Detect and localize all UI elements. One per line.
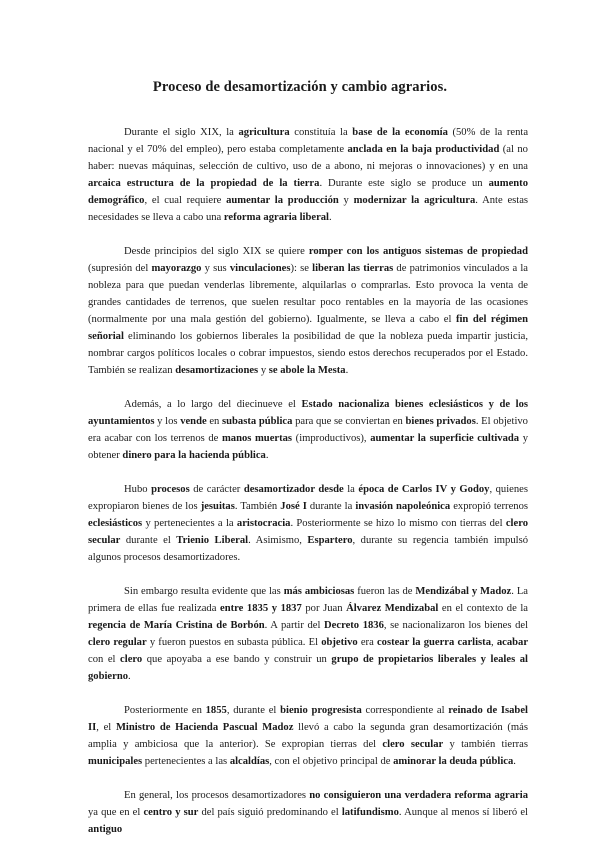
paragraph xyxy=(88,396,528,464)
text-run: (supresión del xyxy=(88,263,152,274)
text-run: , xyxy=(491,637,497,648)
bold-text: regencia de María Cristina de Borbón xyxy=(88,620,265,631)
bold-text: arcaica estructura de la propiedad de la tierra xyxy=(88,178,320,189)
text-run: era xyxy=(357,637,377,648)
text-run: . La primera de ellas fue realizada xyxy=(88,586,528,614)
text-run: y sus xyxy=(201,263,230,274)
text-run: , el cual requiere xyxy=(144,195,227,206)
text-run: constituía la xyxy=(289,127,353,138)
text-run: y pertenecientes a la xyxy=(142,518,237,529)
bold-text: latifundismo xyxy=(341,807,399,818)
bold-text: aminorar la deuda pública xyxy=(393,756,514,767)
bold-text: aristocracia xyxy=(236,518,291,529)
bold-text: Decreto 1836 xyxy=(324,620,384,631)
bold-text: bienio progresista xyxy=(280,705,362,716)
bold-text: Mendizábal y Madoz xyxy=(415,586,512,597)
bold-text: reinado de Isabel II xyxy=(88,705,528,733)
text-run: (50% de la renta nacional y el 70% del empleo), pero estaba completamente xyxy=(88,127,529,155)
bold-text: desamortizador desde xyxy=(243,484,344,495)
bold-text: clero xyxy=(120,654,143,665)
text-run: . El objetivo era acabar con los terrenos de xyxy=(88,416,528,444)
text-run: , durante su regencia también impulsó algunos procesos desamortizadores. xyxy=(88,535,528,563)
bold-text: invasión napoleónica xyxy=(355,501,451,512)
text-run: . Durante este siglo se produce un xyxy=(319,178,489,189)
bold-text: costear la guerra carlista xyxy=(376,637,491,648)
bold-text: José I xyxy=(280,501,307,512)
text-run: . Ante estas necesidades se lleva a cabo una xyxy=(88,195,529,223)
text-run: . También xyxy=(234,501,281,512)
paragraph xyxy=(88,583,528,685)
paragraph xyxy=(88,481,528,566)
text-run: , se nacionalizaron los bienes del xyxy=(383,620,529,631)
bold-text: manos muertas xyxy=(221,433,293,444)
bold-text: jesuitas xyxy=(200,501,235,512)
text-run: y xyxy=(258,365,269,376)
bold-text: clero secular xyxy=(88,518,528,546)
text-run: En general, los procesos desamortizadores xyxy=(124,790,310,801)
bold-text: acabar xyxy=(496,637,529,648)
text-run: , quienes expropiaron bienes de los xyxy=(88,484,528,512)
bold-text: Ministro de Hacienda Pascual Madoz xyxy=(115,722,294,733)
bold-text: anclada en la baja productividad xyxy=(347,144,500,155)
text-run: en xyxy=(206,416,223,427)
bold-text: municipales xyxy=(88,756,143,767)
paragraph xyxy=(88,243,528,379)
document-body xyxy=(88,124,528,855)
text-run: , con el objetivo principal de xyxy=(269,756,394,767)
bold-text: fin del régimen señorial xyxy=(88,314,528,342)
bold-text: mayorazgo xyxy=(151,263,202,274)
text-run: . xyxy=(128,671,131,682)
text-run: Durante el siglo XIX, la xyxy=(124,127,239,138)
text-run: ): se xyxy=(290,263,313,274)
bold-text: vinculaciones xyxy=(229,263,291,274)
bold-text: no consiguieron una verdadera reforma agraria xyxy=(309,790,528,801)
bold-text: aumentar la producción xyxy=(226,195,339,206)
bold-text: Álvarez Mendizabal xyxy=(346,603,439,614)
text-run: . Aunque al menos sí liberó el xyxy=(398,807,528,818)
text-run: y obtener xyxy=(88,433,528,461)
text-run: y xyxy=(338,195,354,206)
text-run: Además, a lo largo del diecinueve el xyxy=(124,399,302,410)
text-run: que apoyaba a ese bando y construir un xyxy=(142,654,332,665)
text-run: (improductivos), xyxy=(292,433,371,444)
bold-text: objetivo xyxy=(321,637,358,648)
text-run: Hubo xyxy=(124,484,152,495)
text-run: , el xyxy=(96,722,116,733)
text-run: la xyxy=(343,484,359,495)
text-run: . xyxy=(265,450,269,461)
text-run: pertenecientes a las xyxy=(142,756,230,767)
text-run: , durante el xyxy=(226,705,281,716)
text-run: durante la xyxy=(306,501,356,512)
bold-text: clero secular xyxy=(382,739,444,750)
text-run: . Posteriormente se hizo lo mismo con tierras del xyxy=(290,518,506,529)
bold-text: Espartero xyxy=(307,535,353,546)
bold-text: liberan las tierras xyxy=(312,263,394,274)
bold-text: romper con los antiguos sistemas de propiedad xyxy=(308,246,528,257)
bold-text: grupo de propietarios liberales y leales al gobierno xyxy=(88,654,528,682)
bold-text: se abole la Mesta xyxy=(268,365,346,376)
text-run: y fueron puestos en subasta pública. El xyxy=(146,637,322,648)
bold-text: reforma agraria liberal xyxy=(223,212,330,223)
text-run: Sin embargo resulta evidente que las xyxy=(124,586,284,597)
bold-text: aumentar la superficie cultivada xyxy=(370,433,520,444)
bold-text: Estado nacionaliza bienes eclesiásticos y de los ayuntamientos xyxy=(88,399,529,427)
text-run: (al no haber: nuevas máquinas, selección de cultivo, uso de a abono, ni mejoras o innovaciones) y en una xyxy=(88,144,528,172)
paragraph xyxy=(88,702,528,770)
bold-text: eclesiásticos xyxy=(88,518,143,529)
text-run: por Juan xyxy=(301,603,347,614)
bold-text: base de la economía xyxy=(352,127,448,138)
text-run: . xyxy=(345,365,349,376)
text-run: expropió terrenos xyxy=(450,501,528,512)
bold-text: dinero para la hacienda pública xyxy=(122,450,266,461)
text-run: . A partir del xyxy=(264,620,325,631)
bold-text: más ambiciosas xyxy=(283,586,355,597)
paragraph xyxy=(88,124,528,226)
text-run: Desde principios del siglo XIX se quiere xyxy=(124,246,309,257)
text-run: en el contexto de la xyxy=(438,603,529,614)
text-run: . xyxy=(513,756,516,767)
bold-text: antiguo xyxy=(88,824,123,835)
bold-text: bienes privados xyxy=(405,416,476,427)
text-run: fueron las de xyxy=(354,586,416,597)
text-run: con el xyxy=(88,654,121,665)
text-run: y los xyxy=(154,416,181,427)
text-run: de carácter xyxy=(189,484,244,495)
text-run: . xyxy=(329,212,332,223)
text-run: para que se conviertan en xyxy=(292,416,406,427)
text-run: de patrimonios vinculados a la nobleza para que puedan venderlas libremente, alquilarlas o comprarlas. Esto provoca la venta de grandes cantidades de terrenos, que suelen resultar poco rentables en la mayoría de las ocasiones (normalmente por una mala gestión del gobierno). Igualmente, se lleva a cabo el xyxy=(88,263,528,325)
text-run: correspondiente al xyxy=(361,705,449,716)
text-run: . Asimismo, xyxy=(248,535,308,546)
text-run: y también tierras xyxy=(443,739,528,750)
bold-text: subasta pública xyxy=(222,416,293,427)
bold-text: entre 1835 y 1837 xyxy=(220,603,302,614)
bold-text: época de Carlos IV y Godoy xyxy=(358,484,490,495)
text-run: ya que en el xyxy=(88,807,144,818)
bold-text: alcaldías xyxy=(229,756,270,767)
bold-text: Trienio Liberal xyxy=(176,535,249,546)
bold-text: clero regular xyxy=(88,637,147,648)
text-run: eliminando los gobiernos liberales la posibilidad de que la nobleza pueda impartir justicia, nombrar cargos políticos locales o cobrar impuestos, siendo estos derechos recuperados por el Estado. También se realizan xyxy=(88,331,528,376)
document-title: Proceso de desamortización y cambio agrarios. xyxy=(152,79,448,95)
bold-text: centro y sur xyxy=(143,807,199,818)
bold-text: 1855 xyxy=(205,705,227,716)
text-run: llevó a cabo la segunda gran desamortización (más amplia y ambiciosa que la anterior). Se expropian tierras del xyxy=(88,722,528,750)
text-run: durante el xyxy=(120,535,177,546)
paragraph xyxy=(88,787,528,838)
bold-text: procesos xyxy=(151,484,190,495)
text-run: del país siguió predominando el xyxy=(198,807,342,818)
text-run: Posteriormente en xyxy=(124,705,206,716)
bold-text: modernizar la agricultura xyxy=(353,195,476,206)
bold-text: aumento demográfico xyxy=(88,178,529,206)
bold-text: vende xyxy=(180,416,207,427)
bold-text: agricultura xyxy=(238,127,290,138)
bold-text: desamortizaciones xyxy=(175,365,259,376)
